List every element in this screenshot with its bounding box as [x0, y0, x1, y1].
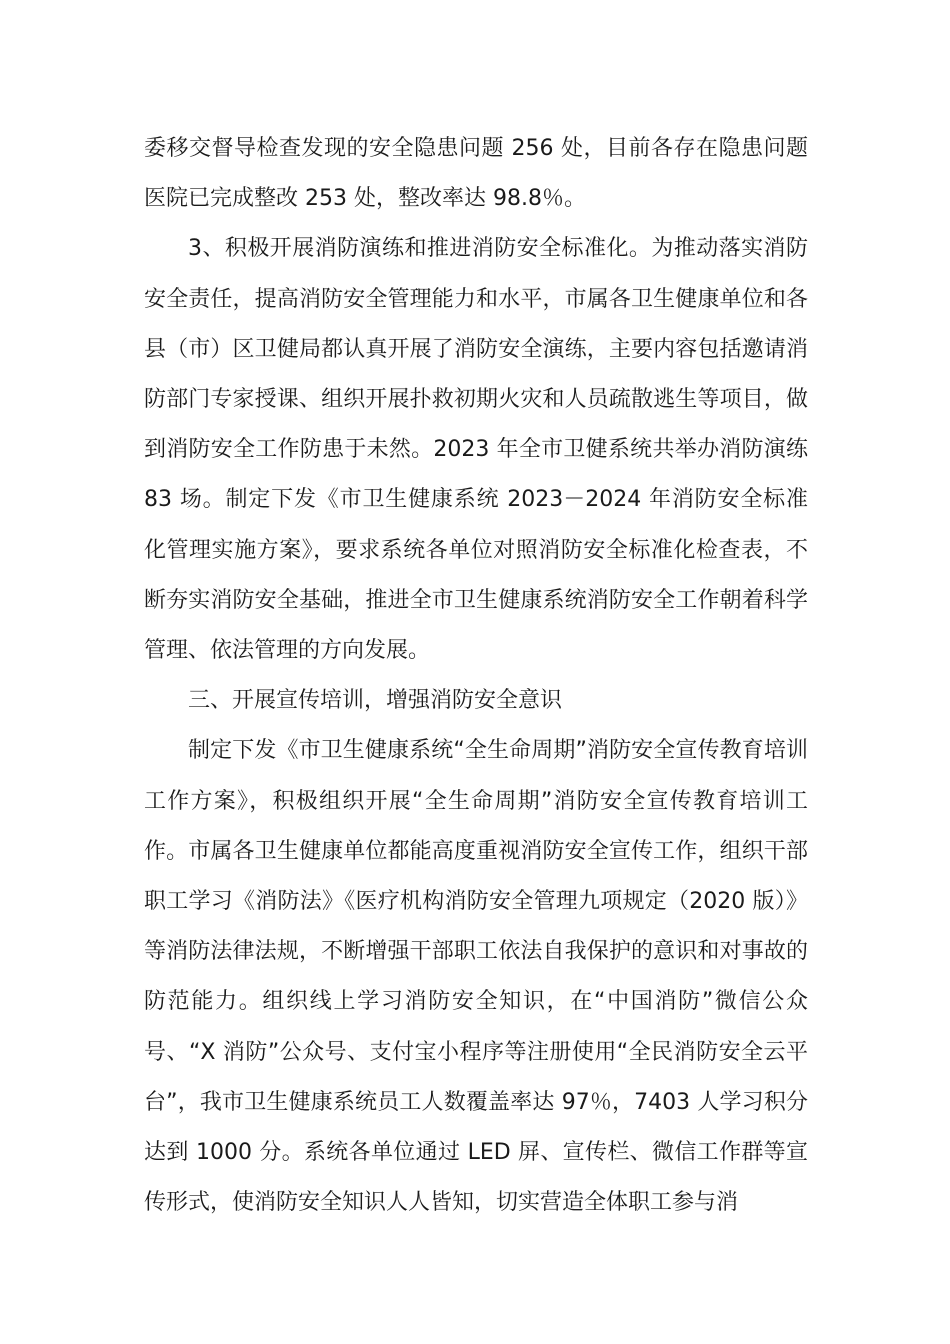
paragraph-fire-drills-standardization: 3、积极开展消防演练和推进消防安全标准化。为推动落实消防安全责任，提高消防安全管理能力和水平，市属各卫生健康单位和各县（市）区卫健局都认真开展了消防安全演练，主要内容包括邀请消防部门专家授课、组织开展扑救初期火灾和人员疏散逃生等项目，做到消防安全工作防患于未然。2023 年全市卫健系统共举办消防演练 83 场。制定下发《市卫生健康系统 2023－2024 年消防安全标准化管理实施方案》，要求系统各单位对照消防安全标准化检查表，不断夯实消防安全基础，推进全市卫生健康系统消防安全工作朝着科学管理、依法管理的方向发展。	[144, 236, 808, 664]
paragraph-publicity-training: 制定下发《市卫生健康系统“全生命周期”消防安全宣传教育培训工作方案》，积极组织开展“全生命周期”消防安全宣传教育培训工作。市属各卫生健康单位都能高度重视消防安全宣传工作，组织干部职工学习《消防法》《医疗机构消防安全管理九项规定（2020 版）》等消防法律法规，不断增强干部职工依法自我保护的意识和对事故的防范能力。组织线上学习消防安全知识，在“中国消防”微信公众号、“X 消防”公众号、支付宝小程序等注册使用“全民消防安全云平台”，我市卫生健康系统员工人数覆盖率达 97％，7403 人学习积分达到 1000 分。系统各单位通过 LED 屏、宣传栏、微信工作群等宣传形式，使消防安全知识人人皆知，切实营造全体职工参与消	[144, 738, 808, 1216]
document-body	[144, 124, 808, 1228]
paragraph-rectification-result: 委移交督导检查发现的安全隐患问题 256 处，目前各存在隐患问题医院已完成整改 253 处，整改率达 98.8％。	[144, 136, 808, 212]
section-heading-publicity-training: 三、开展宣传培训，增强消防安全意识	[188, 688, 563, 714]
